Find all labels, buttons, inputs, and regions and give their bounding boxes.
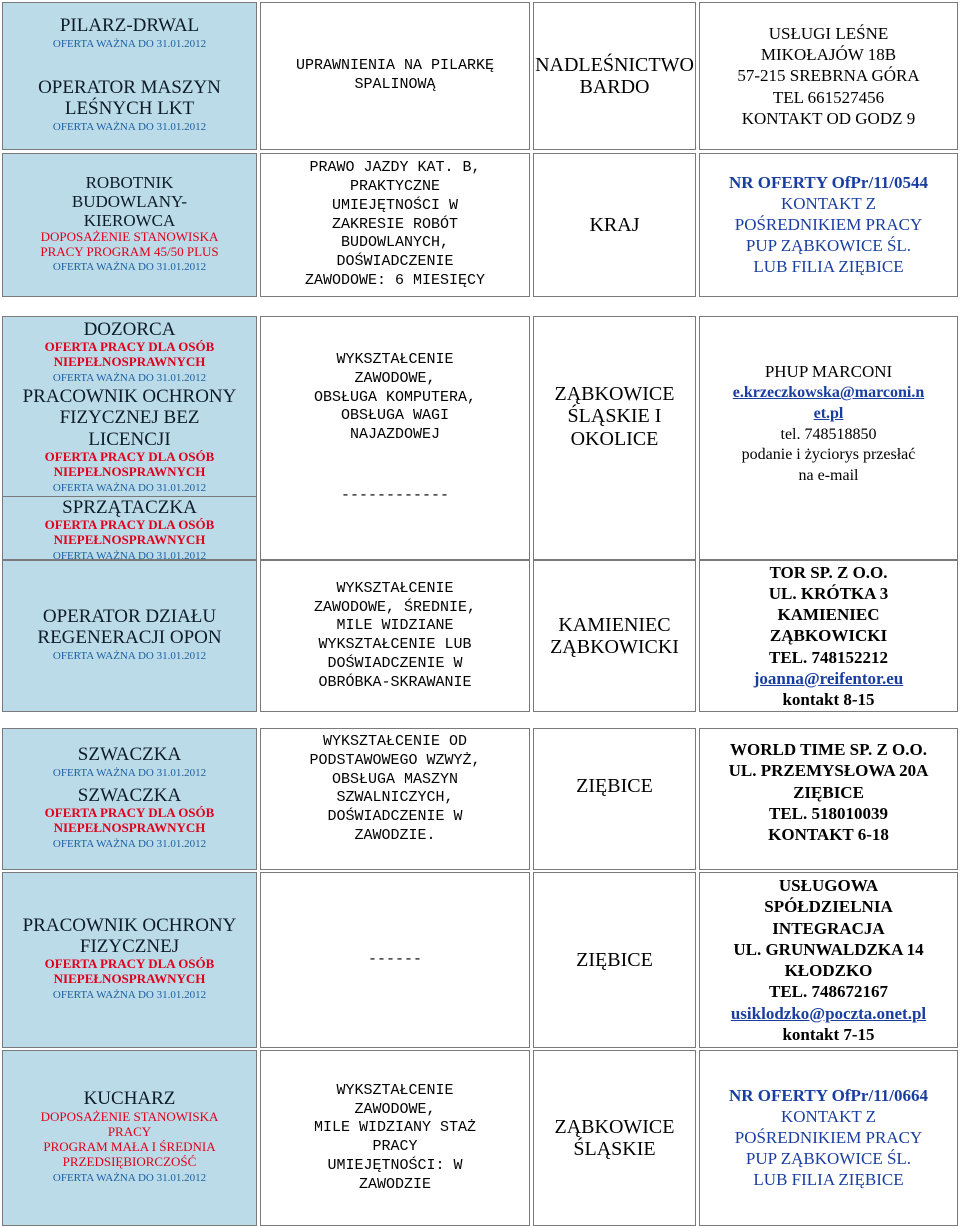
requirements-cell [260,153,530,297]
contact-cell [699,153,958,297]
contact-line: SPÓŁDZIELNIA [764,897,893,917]
requirement-line: WYKSZTAŁCENIE [336,579,454,597]
contact-line: KONTAKT Z [780,193,877,213]
contact-line: INTEGRACJA [772,918,885,938]
requirement-line: OBSŁUGA KOMPUTERA, [313,388,477,406]
contact-line: POŚREDNIKIEM PRACY [734,214,923,234]
contact-line: PUP ZĄBKOWICE ŚL. [745,236,912,255]
position-title: REGENERACJI OPON [37,627,222,648]
requirement-line: DOŚWIADCZENIE W [327,654,463,672]
contact-phone: tel. 748518850 [780,425,877,443]
validity-note: OFERTA WAŻNA DO 31.01.2012 [52,372,207,385]
disability-note: OFERTA PRACY DLA OSÓB [44,956,215,972]
contact-cell [699,2,958,150]
validity-note: OFERTA WAŻNA DO 31.01.2012 [52,767,207,780]
program-note: PROGRAM MAŁA I ŚREDNIA [43,1138,216,1154]
position-title: OPERATOR MASZYN [38,76,221,98]
offer-number: NR OFERTY OfPr/11/0664 [729,1085,928,1105]
validity-note: OFERTA WAŻNA DO 31.01.2012 [52,481,207,494]
position-title: BUDOWLANY- [71,191,188,211]
requirement-line: PODSTAWOWEGO WZWYŻ, [309,751,481,769]
location-line: ZĄBKOWICKI [550,636,679,658]
requirement-line: ZAWODOWE, [354,1100,436,1118]
contact-line: UL. PRZEMYSŁOWA 20A [728,761,929,781]
location-line: ZIĘBICE [576,775,653,797]
contact-note: podanie i życiorys przesłać [741,446,916,464]
contact-line: MIKOŁAJÓW 18B [760,45,897,65]
requirement-line: UPRAWNIENIA NA PILARKĘ [295,57,495,75]
disability-note: NIEPEŁNOSPRAWNYCH [53,820,206,836]
email-link[interactable]: usiklodzko@poczta.onet.pl [730,1003,927,1023]
contact-line: ZIĘBICE [793,782,864,802]
validity-note: OFERTA WAŻNA DO 31.01.2012 [52,121,207,134]
position-title: KIEROWCA [83,210,176,230]
requirement-line: SPALINOWĄ [354,76,436,93]
location-cell [533,872,696,1048]
disability-note: OFERTA PRACY DLA OSÓB [44,339,215,355]
location-line: BARDO [579,76,650,98]
position-title: PRACOWNIK OCHRONY [22,914,237,936]
requirement-line: BUDOWLANYCH, [340,234,450,252]
position-title: SPRZĄTACZKA [62,496,197,518]
requirements-cell [260,1050,530,1226]
contact-hours: kontakt 7-15 [782,1024,875,1044]
requirement-line: SZWALNICZYCH, [336,789,454,807]
location-cell [533,1050,696,1226]
validity-note: OFERTA WAŻNA DO 31.01.2012 [52,650,207,663]
location-line: ZĄBKOWICE [554,1115,675,1138]
disability-note: NIEPEŁNOSPRAWNYCH [53,354,206,370]
offer-row-7 [2,1050,958,1226]
location-cell [533,316,696,560]
validity-note: OFERTA WAŻNA DO 31.01.2012 [52,989,207,1002]
requirement-line: WYKSZTAŁCENIE [336,1081,454,1099]
requirements-cell [260,728,530,870]
requirements-cell [260,2,530,150]
disability-note: NIEPEŁNOSPRAWNYCH [53,971,206,987]
program-note: DOPOSAŻENIE STANOWISKA [40,1108,219,1124]
location-line: NADLEŚNICTWO [535,53,694,76]
requirement-line: OBSŁUGA MASZYN [331,770,459,788]
requirement-line: ZAWODOWE: 6 MIESIĘCY [304,271,486,289]
email-link[interactable]: e.krzeczkowska@marconi.n et.pl [732,384,925,422]
requirement-line: DOŚWIADCZENIE [336,253,454,271]
validity-note: OFERTA WAŻNA DO 31.01.2012 [52,549,207,560]
position-cell [2,153,257,297]
contact-line: PUP ZĄBKOWICE ŚL. [745,1149,912,1168]
contact-line: USŁUGI LEŚNE [768,23,889,43]
requirement-line: ZAWODOWE, [354,369,436,387]
position-title: LEŚNYCH LKT [64,98,195,120]
contact-line: UL. GRUNWALDZKA 14 [733,939,924,959]
position-title: SZWACZKA [77,785,182,807]
contact-line: POŚREDNIKIEM PRACY [734,1127,923,1147]
position-title: PRACOWNIK OCHRONY [22,386,237,408]
company-name: PHUP MARCONI [764,362,893,381]
contact-cell [699,872,958,1048]
contact-cell [699,1050,958,1226]
requirement-line: ZAWODOWE, ŚREDNIE, [313,598,477,616]
requirement-line: ZAKRESIE ROBÓT [331,215,459,233]
contact-cell [699,560,958,712]
position-title: OPERATOR DZIAŁU [42,605,217,627]
contact-cell [699,316,958,560]
requirement-line: WYKSZTAŁCENIE LUB [318,636,472,653]
position-title: FIZYCZNEJ BEZ [59,407,200,429]
contact-line: ZĄBKOWICKI [769,626,888,646]
validity-note: OFERTA WAŻNA DO 31.01.2012 [52,261,207,274]
contact-line: TEL. 748672167 [768,982,889,1002]
requirement-line: UMIEJĘTNOŚCI W [331,196,459,214]
requirement-line: WYKSZTAŁCENIE OD [322,733,468,750]
requirements-cell [260,872,530,1048]
contact-hours: kontakt 8-15 [782,690,875,710]
program-note: PRACY PROGRAM 45/50 PLUS [40,243,219,259]
position-cell [2,560,257,712]
requirement-line: OBSŁUGA WAGI [340,407,450,425]
location-line: ŚLĄSKIE I [567,405,662,428]
offer-row-3 [2,316,958,560]
location-line: ZIĘBICE [576,948,653,971]
contact-line: UL. KRÓTKA 3 [768,583,889,603]
contact-line: WORLD TIME SP. Z O.O. [730,740,927,759]
disability-note: NIEPEŁNOSPRAWNYCH [53,463,206,479]
offer-row-6 [2,872,958,1048]
disability-note: OFERTA PRACY DLA OSÓB [44,517,215,533]
contact-line: TEL. 748152212 [768,647,889,667]
requirement-line: NAJAZDOWEJ [349,426,440,443]
contact-line: TOR SP. Z O.O. [769,562,888,582]
requirement-line: OBRÓBKA-SKRAWANIE [318,673,472,691]
requirement-line: ZAWODZIE [358,1175,431,1193]
contact-line: USŁUGOWA [778,876,879,895]
contact-line: KAMIENIEC [777,605,880,625]
location-line: KAMIENIEC [558,613,671,636]
location-line: ZĄBKOWICE [554,383,675,405]
position-cell [2,728,257,870]
contact-line: KONTAKT Z [780,1106,877,1126]
contact-line: LUB FILIA ZIĘBICE [753,257,904,277]
validity-note: OFERTA WAŻNA DO 31.01.2012 [52,838,207,851]
contact-line: KONTAKT 6-18 [768,825,889,844]
email-link[interactable]: joanna@reifentor.eu [753,668,904,688]
location-line: OKOLICE [570,427,659,450]
position-title: DOZORCA [83,319,176,340]
requirement-line: ------ [367,950,422,968]
position-title: SZWACZKA [77,743,182,765]
location-cell [533,2,696,150]
contact-line: TEL 661527456 [772,87,885,107]
requirement-line: ------------ [340,486,450,504]
disability-note: NIEPEŁNOSPRAWNYCH [53,532,206,548]
requirement-line: ZAWODZIE. [354,826,436,844]
position-title: PILARZ-DRWAL [59,14,200,36]
disability-note: OFERTA PRACY DLA OSÓB [44,448,215,464]
position-title: LICENCJI [88,428,171,450]
position-cell [2,872,257,1048]
requirement-line: MILE WIDZIANY STAŻ [313,1119,477,1137]
position-title: ROBOTNIK [85,172,174,192]
contact-line: LUB FILIA ZIĘBICE [753,1170,904,1190]
validity-note: OFERTA WAŻNA DO 31.01.2012 [52,37,207,50]
position-cell [2,1050,257,1226]
requirement-line: DOŚWIADCZENIE W [327,808,463,825]
offer-row-2 [2,153,958,297]
position-cell [2,316,257,560]
requirements-cell [260,316,530,560]
contact-line: TEL. 518010039 [768,803,889,823]
requirement-line: WYKSZTAŁCENIE [336,351,454,368]
requirement-line: MILE WIDZIANE [336,617,454,635]
requirement-line: PRACY [372,1138,418,1155]
contact-note: na e-mail [798,467,859,485]
location-line: KRAJ [589,213,640,236]
offer-row-5 [2,728,958,870]
disability-note: OFERTA PRACY DLA OSÓB [44,805,215,821]
validity-note: OFERTA WAŻNA DO 31.01.2012 [52,1171,207,1184]
offer-number: NR OFERTY OfPr/11/0544 [729,172,928,192]
location-cell [533,728,696,870]
requirement-line: PRAWO JAZDY KAT. B, [309,159,481,177]
position-title: FIZYCZNEJ [79,936,180,958]
program-note: DOPOSAŻENIE STANOWISKA [40,228,219,244]
program-note: PRZEDSIĘBIORCZOŚĆ [62,1153,197,1169]
location-cell [533,560,696,712]
contact-line: 57-215 SREBRNA GÓRA [737,66,920,86]
position-cell [2,2,257,150]
contact-line: KONTAKT OD GODZ 9 [741,108,916,128]
requirement-line: PRAKTYCZNE [349,178,440,196]
offer-row-4 [2,560,958,712]
contact-line: KŁODZKO [784,961,873,980]
position-title: KUCHARZ [83,1088,176,1110]
requirements-cell [260,560,530,712]
offer-row-1 [2,2,958,150]
contact-cell [699,728,958,870]
location-line: ŚLĄSKIE [573,1138,656,1160]
requirement-line: UMIEJĘTNOŚCI: W [327,1156,463,1174]
program-note: PRACY [107,1123,152,1139]
location-cell [533,153,696,297]
